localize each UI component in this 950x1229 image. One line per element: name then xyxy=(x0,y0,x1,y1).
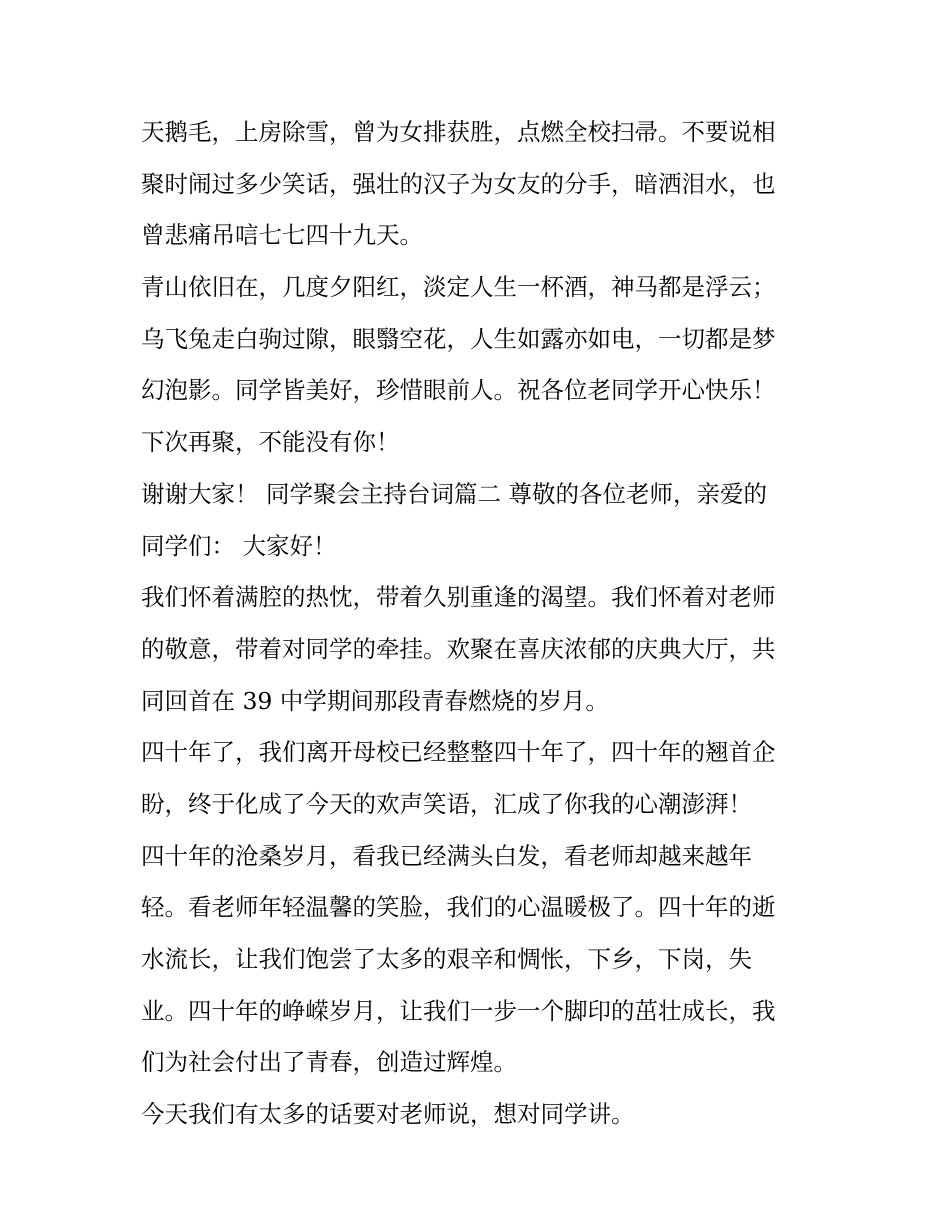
text-line: 同回首在 39 中学期间那段青春燃烧的岁月。 xyxy=(141,686,609,715)
text-line: 四十年的沧桑岁月，看我已经满头白发，看老师却越来越年 xyxy=(141,841,752,870)
text-line: 聚时闹过多少笑话，强壮的汉子为女友的分手，暗洒泪水，也 xyxy=(141,169,776,198)
text-line: 青山依旧在，几度夕阳红，淡定人生一杯酒，神马都是浮云； xyxy=(141,273,776,302)
text-line: 乌飞兔走白驹过隙，眼翳空花，人生如露亦如电，一切都是梦 xyxy=(141,324,776,353)
text-line: 下次再聚，不能没有你！ xyxy=(141,428,400,457)
text-line: 轻。看老师年轻温馨的笑脸，我们的心温暖极了。四十年的逝 xyxy=(141,893,776,922)
text-line: 们为社会付出了青春，创造过辉煌。 xyxy=(141,1048,517,1077)
text-line: 我们怀着满腔的热忱，带着久别重逢的渴望。我们怀着对老师 xyxy=(141,583,776,612)
text-line: 的敬意，带着对同学的牵挂。欢聚在喜庆浓郁的庆典大厅，共 xyxy=(141,634,776,663)
text-line: 曾悲痛吊唁七七四十九天。 xyxy=(141,221,423,250)
text-line: 谢谢大家！ 同学聚会主持台词篇二 尊敬的各位老师，亲爱的 xyxy=(141,479,767,508)
text-line: 水流长，让我们饱尝了太多的艰辛和惆怅，下乡，下岗，失 xyxy=(141,945,752,973)
text-line: 天鹅毛，上房除雪，曾为女排获胜，点燃全校扫帚。不要说相 xyxy=(141,118,776,146)
document-body xyxy=(141,107,821,1141)
text-line: 四十年了，我们离开母校已经整整四十年了，四十年的翘首企 xyxy=(141,738,776,767)
text-line: 盼，终于化成了今天的欢声笑语，汇成了你我的心潮澎湃！ xyxy=(141,789,752,818)
text-line: 业。四十年的峥嵘岁月，让我们一步一个脚印的茁壮成长，我 xyxy=(141,996,776,1025)
text-line: 今天我们有太多的话要对老师说，想对同学讲。 xyxy=(141,1100,635,1129)
text-line: 幻泡影。同学皆美好，珍惜眼前人。祝各位老同学开心快乐！ xyxy=(141,376,776,405)
text-line: 同学们： 大家好！ xyxy=(141,531,337,560)
